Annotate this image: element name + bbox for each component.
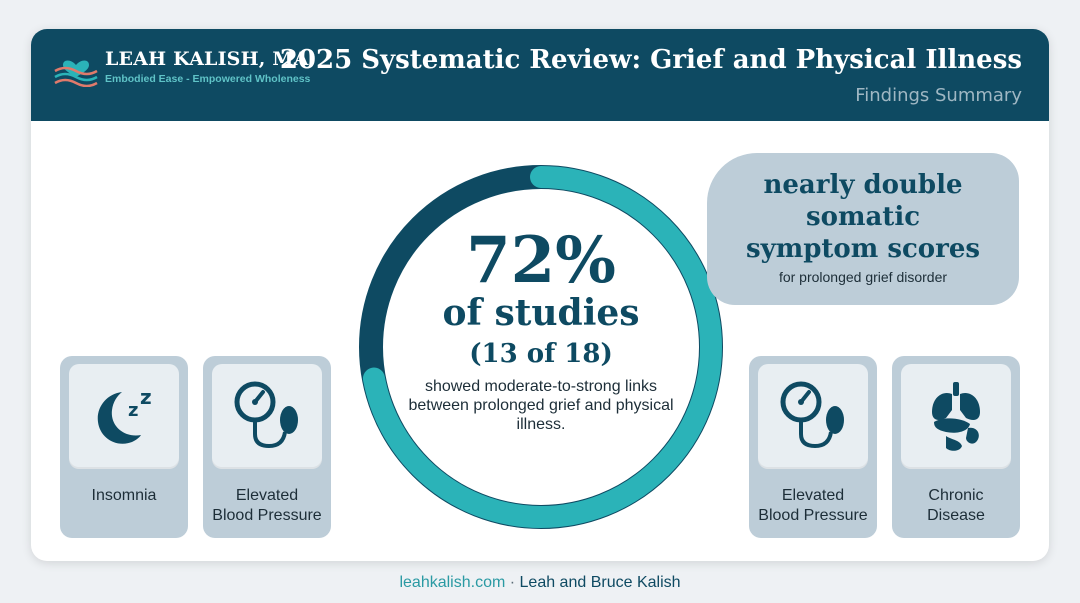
tile-label: Elevated Blood Pressure (758, 487, 868, 524)
footer-separator: · (505, 574, 520, 591)
callout-line-1: nearly double (763, 170, 963, 200)
tile-label: Insomnia (91, 487, 157, 504)
brand-tagline: Embodied Ease - Empowered Wholeness (105, 73, 311, 85)
infographic-card (31, 29, 1049, 561)
website-link[interactable]: leahkalish.com (399, 574, 506, 591)
callout-headline (707, 169, 1019, 265)
stat-description: showed moderate-to-strong links between prolonged grief and physical illness. (408, 378, 674, 433)
tile-icon-frame (212, 364, 322, 469)
callout-subtext: for prolonged grief disorder (778, 269, 948, 285)
page-subtitle: Findings Summary (855, 85, 1022, 106)
brand-name: LEAH KALISH, MA (105, 48, 309, 70)
tile-blood-pressure-left (203, 356, 331, 538)
tile-icon-frame (69, 364, 179, 469)
blood-pressure-icon (227, 376, 307, 456)
header-bar (31, 29, 1049, 121)
tile-label: Chronic Disease (927, 487, 985, 524)
tile-blood-pressure-right (749, 356, 877, 538)
tile-insomnia (60, 356, 188, 538)
blood-pressure-icon (773, 376, 853, 456)
stat-count: (13 of 18) (469, 339, 613, 369)
stat-percentage: 72% (466, 223, 616, 298)
organs-icon (916, 376, 996, 456)
callout-line-2: somatic (805, 202, 921, 232)
svg-text:z: z (140, 385, 152, 409)
page-title: 2025 Systematic Review: Grief and Physical Illness (279, 45, 1022, 75)
footer (0, 574, 1080, 592)
callout-box (707, 153, 1019, 305)
tile-label: Elevated Blood Pressure (212, 487, 322, 524)
tile-chronic-disease (892, 356, 1020, 538)
moon-zzz-icon (84, 376, 164, 456)
footer-authors: Leah and Bruce Kalish (519, 574, 681, 591)
callout-line-3: symptom scores (745, 234, 981, 264)
heart-waves-logo-icon (53, 47, 99, 87)
svg-text:z: z (128, 400, 139, 421)
tile-icon-frame (901, 364, 1011, 469)
tile-icon-frame (758, 364, 868, 469)
stat-label: of studies (442, 292, 640, 334)
